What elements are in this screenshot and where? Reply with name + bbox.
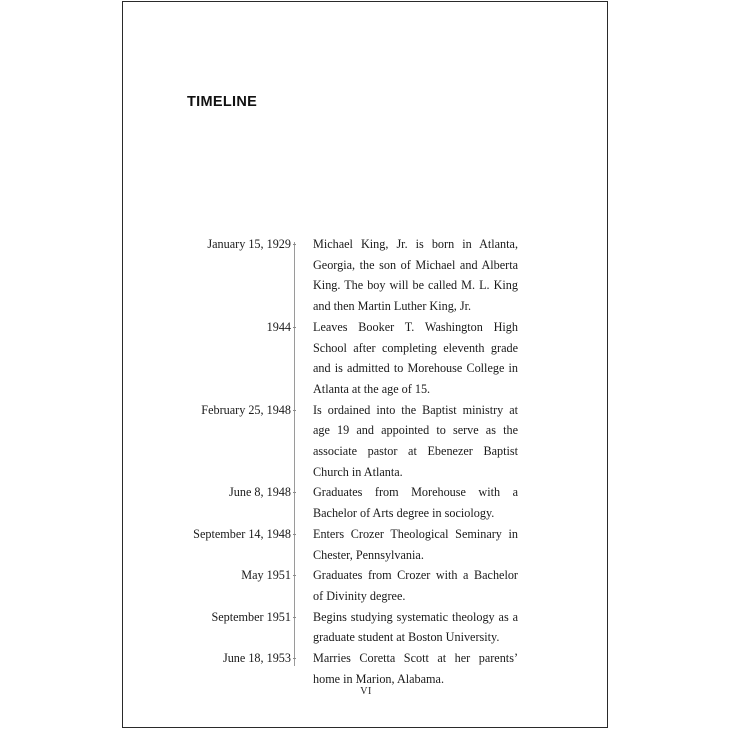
timeline-date: June 8, 1948 bbox=[229, 485, 291, 500]
page-number: VI bbox=[360, 686, 372, 697]
timeline-entry bbox=[123, 607, 609, 648]
timeline-description: Marries Coretta Scott at her parents’ home in Marion, Alabama. bbox=[313, 651, 518, 686]
timeline-tick bbox=[293, 534, 296, 535]
timeline-date: January 15, 1929 bbox=[207, 237, 291, 251]
timeline-date: May 1951 bbox=[241, 568, 291, 583]
page-title: TIMELINE bbox=[187, 94, 258, 110]
timeline-entry bbox=[123, 400, 609, 483]
timeline-tick bbox=[293, 575, 296, 576]
timeline-description: Leaves Booker T. Washington High School after completing eleventh grade and is admitted to Morehouse College in Atlanta at the age of 15. bbox=[313, 319, 518, 396]
timeline-tick bbox=[293, 617, 296, 618]
timeline-tick bbox=[293, 658, 296, 659]
timeline-entry bbox=[123, 648, 609, 689]
timeline-date: September 14, 1948 bbox=[193, 526, 291, 541]
book-page bbox=[122, 1, 608, 728]
timeline-entry bbox=[123, 524, 609, 565]
timeline-tick bbox=[293, 410, 296, 411]
timeline-entry bbox=[123, 234, 609, 317]
timeline-date: September 1951 bbox=[211, 609, 291, 624]
timeline-date: June 18, 1953 bbox=[222, 651, 291, 666]
timeline-list bbox=[123, 234, 609, 689]
timeline-description: Begins studying systematic theology as a graduate student at Boston University. bbox=[313, 609, 518, 645]
timeline-entry bbox=[123, 317, 609, 400]
timeline-description: Is ordained into the Baptist ministry at age 19 and appointed to serve as the associate pastor at Ebenezer Baptist Church in Atlanta. bbox=[313, 402, 518, 479]
timeline-description: Michael King, Jr. is born in Atlanta, Georgia, the son of Michael and Alberta King. The boy will be called M. L. King and then Martin Luther King, Jr. bbox=[313, 237, 518, 314]
timeline-description: Graduates from Morehouse with a Bachelor of Arts degree in sociology. bbox=[313, 485, 518, 521]
timeline-entry bbox=[123, 565, 609, 606]
timeline-tick bbox=[293, 244, 296, 245]
timeline-description: Graduates from Crozer with a Bachelor of Divinity degree. bbox=[313, 568, 518, 603]
timeline-entry bbox=[123, 482, 609, 523]
timeline-tick bbox=[293, 327, 296, 328]
timeline-date: 1944 bbox=[266, 319, 291, 334]
timeline-tick bbox=[293, 492, 296, 493]
timeline-description: Enters Crozer Theological Seminary in Chester, Pennsylvania. bbox=[313, 526, 518, 562]
timeline-date: February 25, 1948 bbox=[201, 402, 291, 417]
